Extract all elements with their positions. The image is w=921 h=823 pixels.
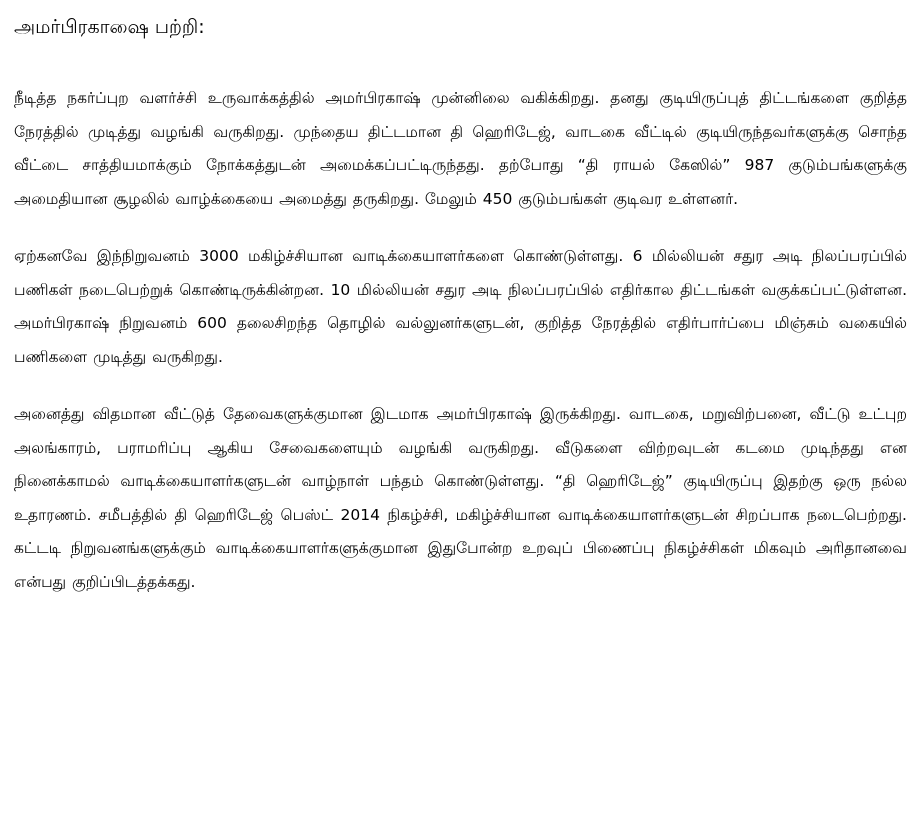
paragraph-3: அனைத்து விதமான வீட்டுத் தேவைகளுக்குமான இடமாக அமர்பிரகாஷ் இருக்கிறது. வாடகை, மறுவிற்பனை, வீட்டு உட்புற அலங்காரம், பராமரிப்பு ஆகிய சேவைகளையும் வழங்கி வருகிறது. வீடுகளை விற்றவுடன் கடமை முடிந்தது என நினைக்காமல் வாடிக்கையாளர்களுடன் வாழ்நாள் பந்தம் கொண்டுள்ளது. “தி ஹெரிடேஜ்” குடியிருப்பு இதற்கு ஒரு நல்ல உதாரணம். சமீபத்தில் தி ஹெரிடேஜ் பெஸ்ட் 2014 நிகழ்ச்சி, மகிழ்ச்சியான வாடிக்கையாளர்களுடன் சிறப்பாக நடைபெற்றது. கட்டடி நிறுவனங்களுக்கும் வாடிக்கையாளர்களுக்குமான இதுபோன்ற உறவுப் பிணைப்பு நிகழ்ச்சிகள் மிகவும் அரிதானவை என்பது குறிப்பிடத்தக்கது. <box>14 405 907 591</box>
document-heading: அமர்பிரகாஷை பற்றி: <box>14 16 205 38</box>
paragraph-1: நீடித்த நகர்ப்புற வளர்ச்சி உருவாக்கத்தில் அமர்பிரகாஷ் முன்னிலை வகிக்கிறது. தனது குடியிருப்புத் திட்டங்களை குறித்த நேரத்தில் முடித்து வழங்கி வருகிறது. முந்தைய திட்டமான தி ஹெரிடேஜ், வாடகை வீட்டில் குடியிருந்தவர்களுக்கு சொந்த வீட்டை சாத்தியமாக்கும் நோக்கத்துடன் அமைக்கப்பட்டிருந்தது. தற்போது “தி ராயல் கேஸில்” 987 குடும்பங்களுக்கு அமைதியான சூழலில் வாழ்க்கையை அமைத்து தருகிறது. மேலும் 450 குடும்பங்கள் குடிவர உள்ளனர். <box>14 89 907 208</box>
document-page <box>14 12 907 623</box>
paragraph-2: ஏற்கனவே இந்நிறுவனம் 3000 மகிழ்ச்சியான வாடிக்கையாளர்களை கொண்டுள்ளது. 6 மில்லியன் சதுர அடி நிலப்பரப்பில் பணிகள் நடைபெற்றுக் கொண்டிருக்கின்றன. 10 மில்லியன் சதுர அடி நிலப்பரப்பில் எதிர்கால திட்டங்கள் வகுக்கப்பட்டுள்ளன. அமர்பிரகாஷ் நிறுவனம் 600 தலைசிறந்த தொழில் வல்லுனர்களுடன், குறித்த நேரத்தில் எதிர்பார்ப்பை மிஞ்சும் வகையில் பணிகளை முடித்து வருகிறது. <box>14 247 907 366</box>
